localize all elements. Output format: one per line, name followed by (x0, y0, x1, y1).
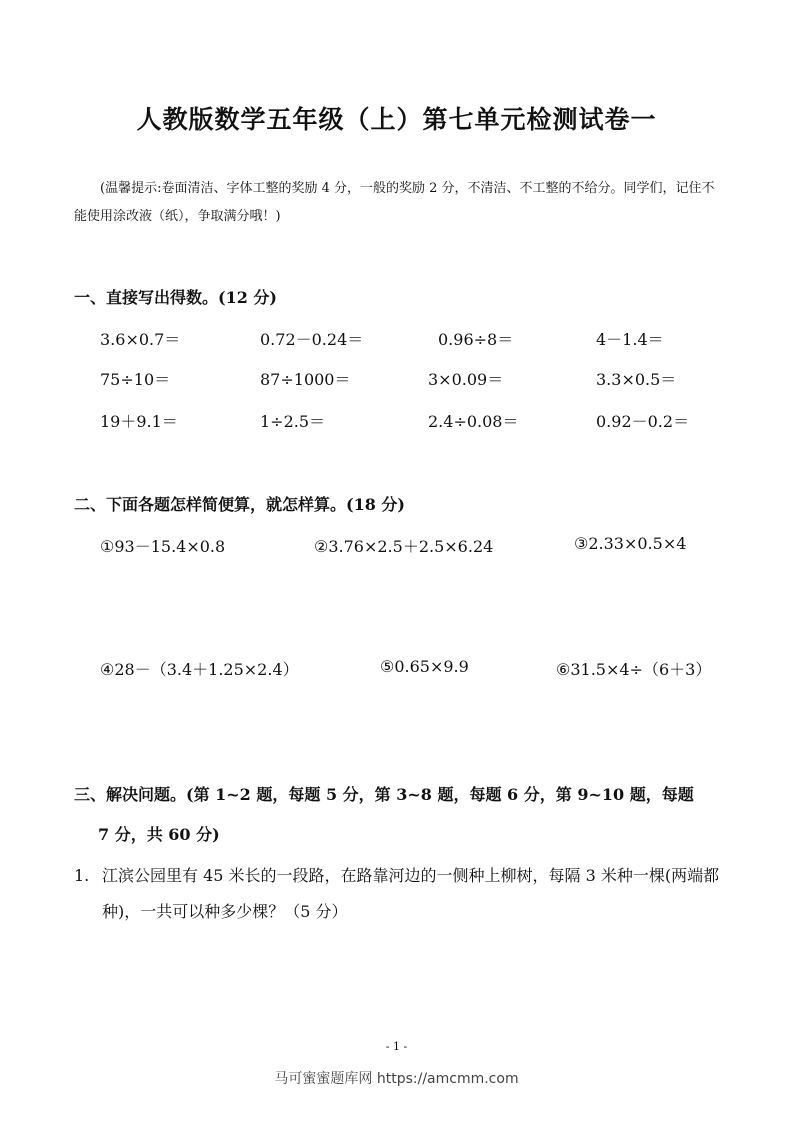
problem: 3.6×0.7＝ (100, 330, 181, 349)
section2-row (0, 657, 793, 681)
section3-heading: 三、解决问题。(第 1~2 题，每题 5 分，第 3~8 题，每题 6 分，第 9~10 题，每题 (74, 785, 694, 804)
problem: 0.92－0.2＝ (596, 412, 690, 431)
section1-heading: 一、直接写出得数。(12 分) (74, 288, 277, 307)
instructions-note: (温馨提示:卷面清洁、字体工整的奖励 4 分，一般的奖励 2 分，不清洁、不工整的不给分。同学们，记住不能使用涂改液（纸），争取满分哦！) (74, 181, 715, 224)
page-title: 人教版数学五年级（上）第七单元检测试卷一 (136, 105, 657, 134)
section1-row (0, 367, 793, 391)
problem: ③2.33×0.5×4 (574, 534, 687, 553)
question-text: 江滨公园里有 45 米长的一段路，在路靠河边的一侧种上柳树，每隔 3 米种一棵(两端都种)，一共可以种多少棵？（5 分） (102, 866, 720, 921)
section2-heading: 二、下面各题怎样简便算，就怎样算。(18 分) (74, 495, 405, 514)
page-number: - 1 - (385, 1040, 408, 1053)
problem: ①93－15.4×0.8 (100, 537, 226, 556)
problem: 4－1.4＝ (596, 330, 664, 349)
problem: 3.3×0.5＝ (596, 370, 677, 389)
problem: ④28－（3.4＋1.25×2.4） (100, 660, 299, 679)
section3-heading-cont: 7 分，共 60 分) (98, 825, 220, 844)
problem: 87÷1000＝ (260, 370, 351, 389)
section1-row (0, 327, 793, 351)
problem: ②3.76×2.5＋2.5×6.24 (314, 537, 494, 556)
footer-watermark: 马可蜜蜜题库网 https://amcmm.com (274, 1071, 519, 1087)
question-number: 1. (74, 866, 90, 885)
question-1 (74, 858, 726, 930)
problem: 2.4÷0.08＝ (428, 412, 519, 431)
problem: 1÷2.5＝ (260, 412, 326, 431)
problem: 0.96÷8＝ (438, 330, 514, 349)
problem: 0.72－0.24＝ (260, 330, 364, 349)
problem: 75÷10＝ (100, 370, 171, 389)
section2-row (0, 534, 793, 558)
problem: 3×0.09＝ (428, 370, 504, 389)
section1-row (0, 409, 793, 433)
problem: 19＋9.1＝ (100, 412, 178, 431)
problem: ⑤0.65×9.9 (380, 657, 469, 676)
problem: ⑥31.5×4÷（6＋3） (556, 660, 712, 679)
